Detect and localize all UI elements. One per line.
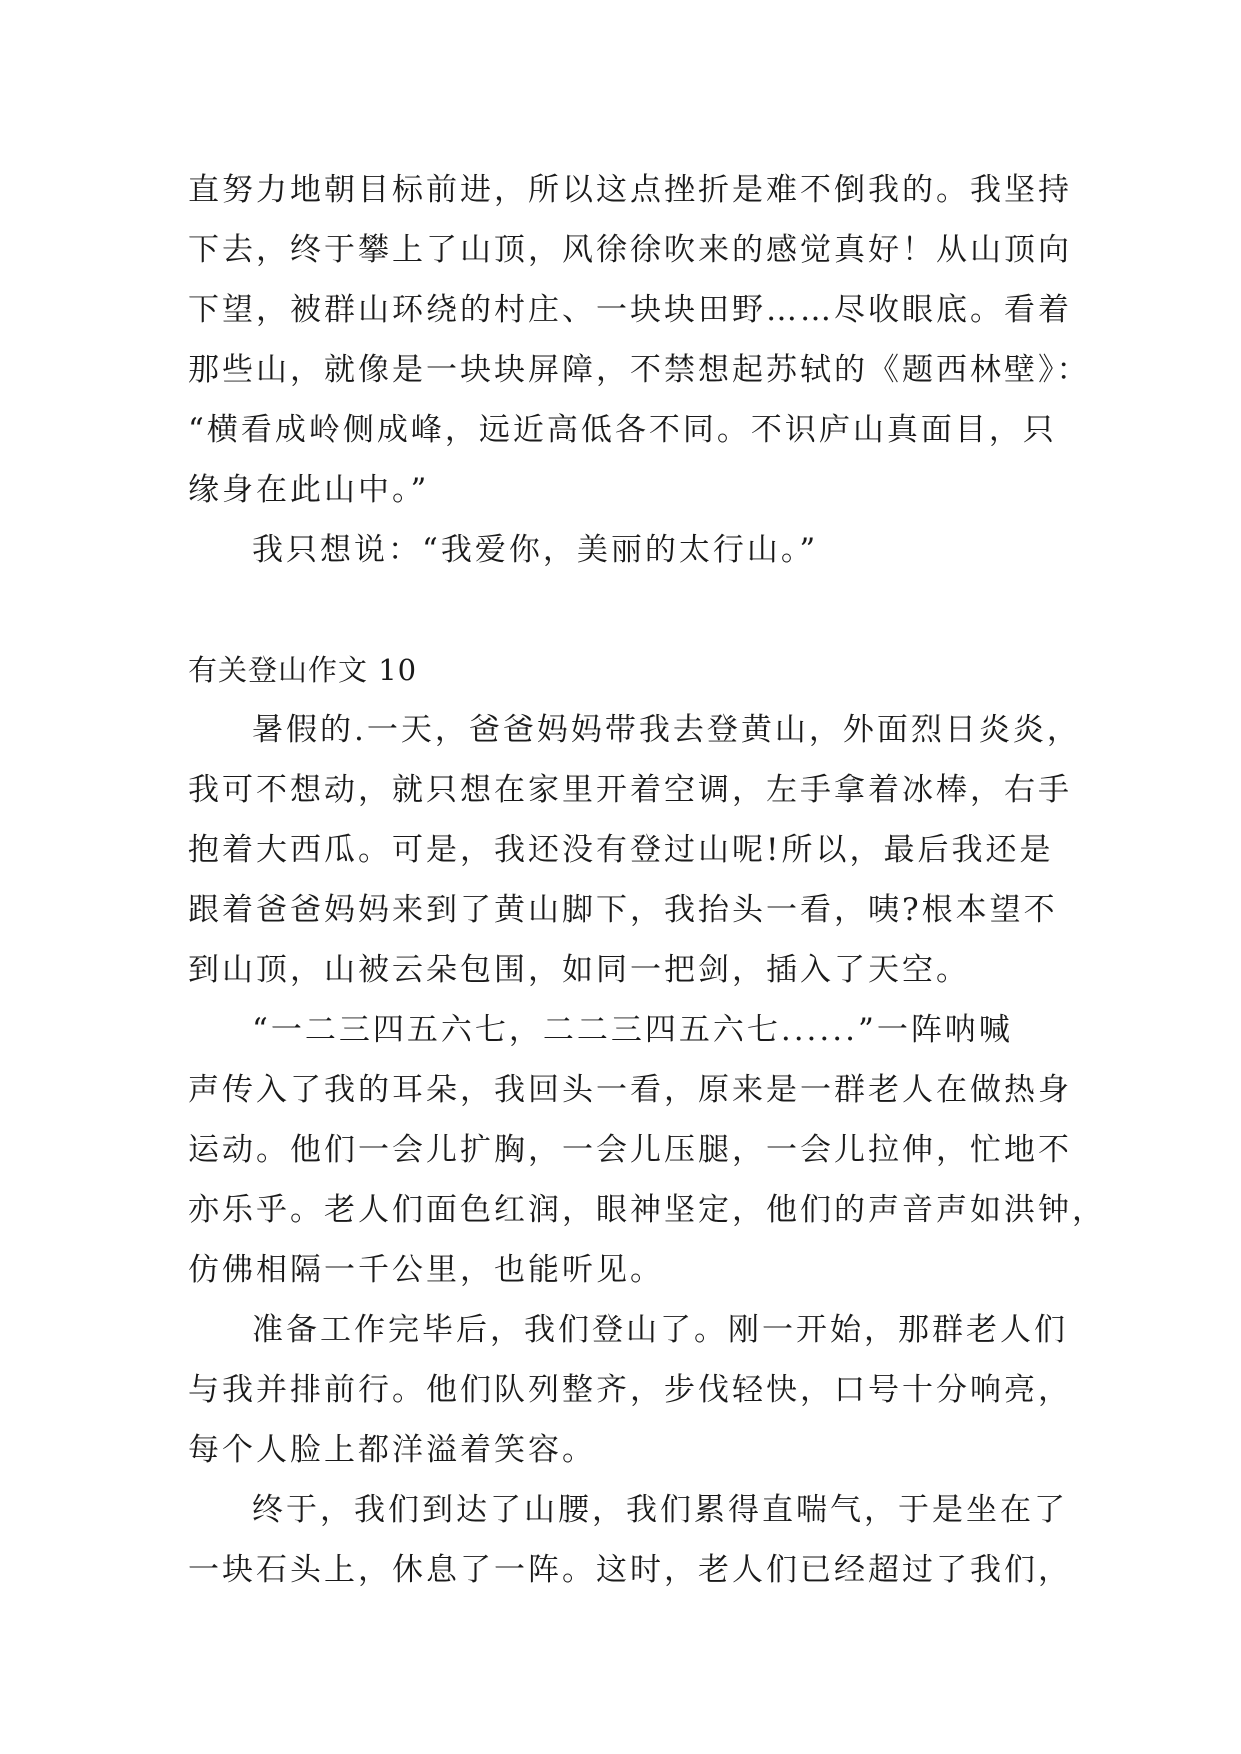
text-line: 直努力地朝目标前进，所以这点挫折是难不倒我的。我坚持 bbox=[188, 172, 1072, 208]
text-line: 仿佛相隔一千公里，也能听见。 bbox=[188, 1252, 664, 1288]
text-line: 终于，我们到达了山腰，我们累得直喘气，于是坐在了 bbox=[252, 1492, 1068, 1528]
text-line: 跟着爸爸妈妈来到了黄山脚下，我抬头一看，咦?根本望不 bbox=[188, 892, 1058, 928]
text-line: 下望，被群山环绕的村庄、一块块田野……尽收眼底。看着 bbox=[188, 292, 1072, 328]
text-line: 声传入了我的耳朵，我回头一看，原来是一群老人在做热身 bbox=[188, 1072, 1072, 1108]
paragraph bbox=[188, 700, 1081, 1000]
text-line: 与我并排前行。他们队列整齐，步伐轻快，口号十分响亮， bbox=[188, 1372, 1072, 1408]
text-line: 我只想说：“我爱你，美丽的太行山。” bbox=[252, 532, 819, 568]
text-line: 抱着大西瓜。可是，我还没有登过山呢!所以，最后我还是 bbox=[188, 832, 1054, 868]
text-line: 下去，终于攀上了山顶，风徐徐吹来的感觉真好！从山顶向 bbox=[188, 232, 1072, 268]
text-line: “一二三四五六七，二二三四五六七......”一阵呐喊 bbox=[252, 1012, 1013, 1048]
document-body bbox=[188, 160, 1106, 1600]
text-line: 我可不想动，就只想在家里开着空调，左手拿着冰棒，右手 bbox=[188, 772, 1072, 808]
text-line: 亦乐乎。老人们面色红润，眼神坚定，他们的声音声如洪钟， bbox=[188, 1192, 1106, 1228]
paragraph bbox=[188, 520, 1068, 580]
paragraph bbox=[188, 1300, 1072, 1480]
text-line: 缘身在此山中。” bbox=[188, 472, 430, 508]
section-heading: 有关登山作文 10 bbox=[188, 653, 418, 687]
paragraph bbox=[188, 1000, 1106, 1300]
text-line: 每个人脸上都洋溢着笑容。 bbox=[188, 1432, 596, 1468]
text-line: 暑假的.一天，爸爸妈妈带我去登黄山，外面烈日炎炎， bbox=[252, 712, 1081, 748]
paragraph-spacer bbox=[188, 580, 1068, 640]
paragraph bbox=[188, 1480, 1072, 1600]
text-line: 一块石头上，休息了一阵。这时，老人们已经超过了我们， bbox=[188, 1552, 1072, 1588]
text-line: 那些山，就像是一块块屏障，不禁想起苏轼的《题西林壁》： bbox=[188, 352, 1091, 388]
paragraph bbox=[188, 160, 1091, 520]
text-line: 到山顶，山被云朵包围，如同一把剑，插入了天空。 bbox=[188, 952, 970, 988]
text-line: “横看成岭侧成峰，远近高低各不同。不识庐山真面目，只 bbox=[188, 412, 1057, 448]
text-line: 运动。他们一会儿扩胸，一会儿压腿，一会儿拉伸，忙地不 bbox=[188, 1132, 1072, 1168]
text-line: 准备工作完毕后，我们登山了。刚一开始，那群老人们 bbox=[252, 1312, 1068, 1348]
